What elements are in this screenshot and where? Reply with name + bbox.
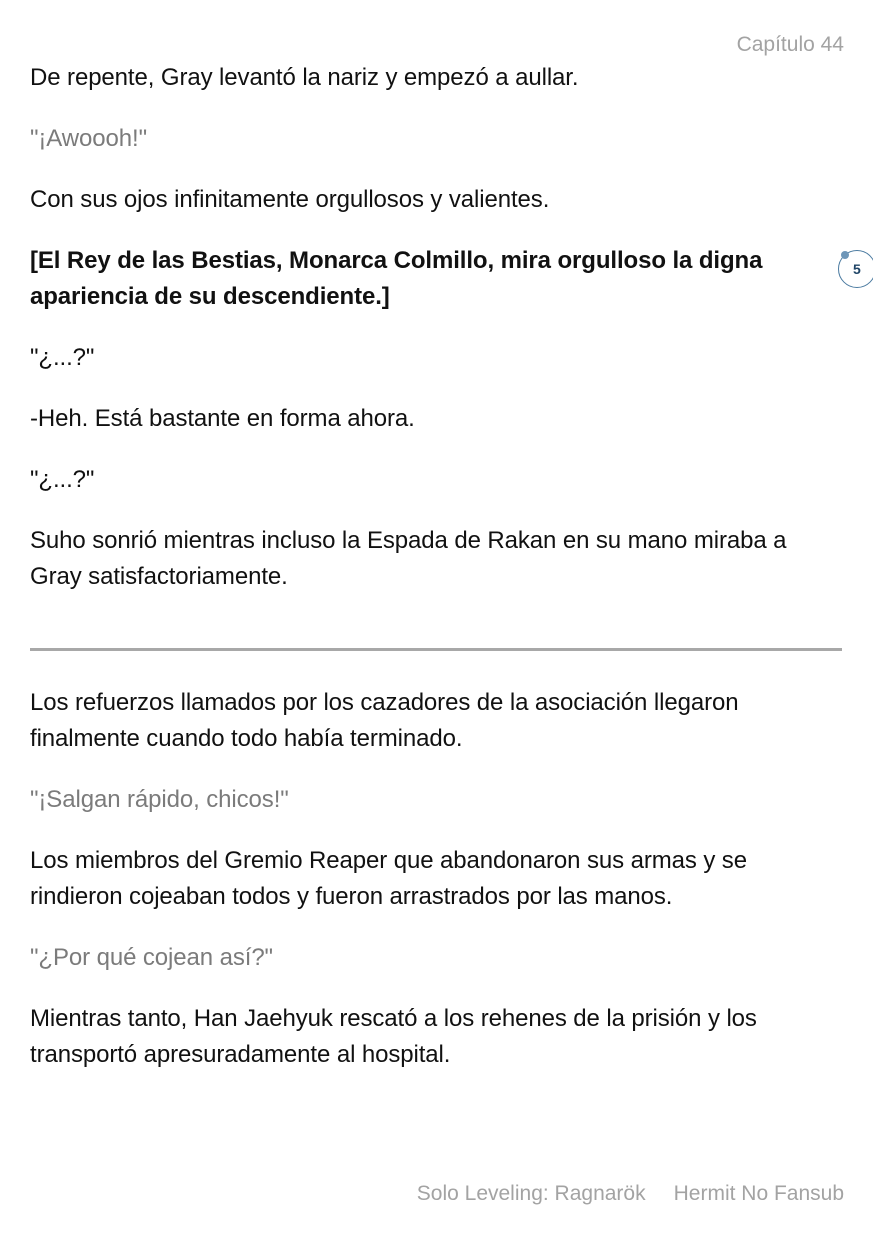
- paragraph: Mientras tanto, Han Jaehyuk rescató a los rehenes de la prisión y los transportó apresuradamente al hospital.: [30, 1005, 757, 1068]
- paragraph: "¿...?": [30, 344, 95, 371]
- paragraph: Con sus ojos infinitamente orgullosos y valientes.: [30, 186, 550, 213]
- paragraph: Los refuerzos llamados por los cazadores de la asociación llegaron finalmente cuando todo había terminado.: [30, 689, 739, 752]
- paragraph: Los miembros del Gremio Reaper que abandonaron sus armas y se rindieron cojeaban todos y fueron arrastrados por las manos.: [30, 847, 747, 910]
- paragraph: -Heh. Está bastante en forma ahora.: [30, 405, 415, 432]
- system-message: [El Rey de las Bestias, Monarca Colmillo, mira orgulloso la digna apariencia de su descendiente.]: [30, 247, 763, 310]
- page-number: 5: [853, 261, 861, 277]
- footer: [417, 1182, 844, 1206]
- chapter-text: [30, 60, 842, 1098]
- page-number-bubble[interactable]: [838, 250, 873, 288]
- translator-credit: Hermit No Fansub: [673, 1182, 844, 1205]
- paragraph: De repente, Gray levantó la nariz y empezó a aullar.: [30, 64, 579, 91]
- dialog-line: "¿Por qué cojean así?": [30, 944, 273, 971]
- dialog-line: "¡Awoooh!": [30, 125, 147, 152]
- paragraph: "¿...?": [30, 466, 95, 493]
- dialog-line: "¡Salgan rápido, chicos!": [30, 786, 289, 813]
- chapter-label: Capítulo 44: [736, 33, 844, 56]
- novel-title: Solo Leveling: Ragnarök: [416, 1182, 646, 1205]
- paragraph: Suho sonrió mientras incluso la Espada de Rakan en su mano miraba a Gray satisfactoriamente.: [30, 527, 787, 590]
- marker-dot-icon: [841, 251, 849, 259]
- section-divider: [30, 648, 842, 651]
